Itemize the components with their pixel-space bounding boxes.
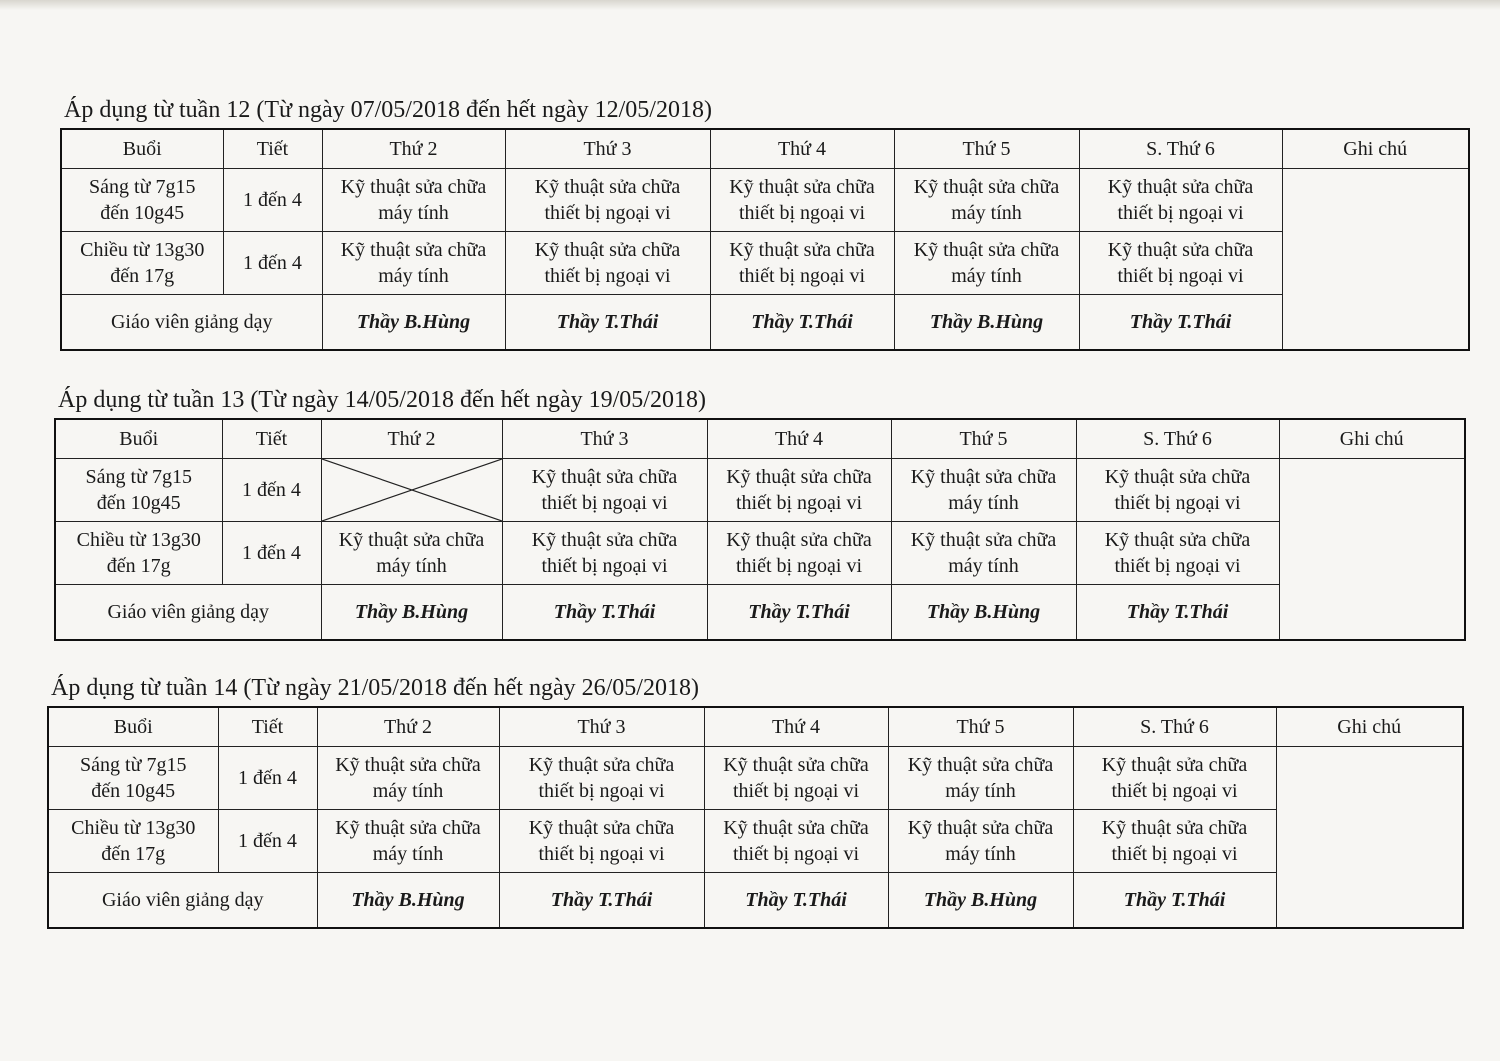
- col-thu-2: Thứ 2: [322, 129, 505, 169]
- col-thu-5: Thứ 5: [891, 419, 1076, 459]
- col-thu-6: S. Thứ 6: [1076, 419, 1279, 459]
- week-heading: Áp dụng từ tuần 12 (Từ ngày 07/05/2018 đến hết ngày 12/05/2018): [64, 97, 712, 123]
- afternoon-row: [48, 810, 1463, 873]
- teacher-name: Thầy T.Thái: [502, 585, 707, 641]
- week-heading: Áp dụng từ tuần 13 (Từ ngày 14/05/2018 đến hết ngày 19/05/2018): [58, 387, 706, 413]
- subject-cell: Kỹ thuật sửa chữa máy tính: [322, 169, 505, 232]
- col-thu-3: Thứ 3: [499, 707, 704, 747]
- schedule-table: [47, 706, 1464, 929]
- col-thu-4: Thứ 4: [707, 419, 891, 459]
- col-tiet: Tiết: [223, 129, 322, 169]
- teacher-name: Thầy T.Thái: [1079, 295, 1282, 351]
- no-class-cell: [321, 459, 502, 522]
- subject-cell: Kỹ thuật sửa chữa máy tính: [322, 232, 505, 295]
- subject-cell: Kỹ thuật sửa chữa thiết bị ngoại vi: [1073, 810, 1276, 873]
- col-tiet: Tiết: [218, 707, 317, 747]
- teacher-name: Thầy T.Thái: [505, 295, 710, 351]
- session-afternoon: Chiều từ 13g30 đến 17g: [61, 232, 223, 295]
- col-thu-3: Thứ 3: [502, 419, 707, 459]
- teacher-row: [55, 585, 1465, 641]
- subject-cell: Kỹ thuật sửa chữa thiết bị ngoại vi: [1076, 522, 1279, 585]
- teacher-name: Thầy B.Hùng: [317, 873, 499, 929]
- subject-cell: Kỹ thuật sửa chữa thiết bị ngoại vi: [502, 459, 707, 522]
- schedule-week-12: [60, 96, 1470, 351]
- subject-cell: Kỹ thuật sửa chữa thiết bị ngoại vi: [710, 169, 894, 232]
- cross-out-mark: [322, 459, 502, 521]
- subject-cell: Kỹ thuật sửa chữa máy tính: [894, 232, 1079, 295]
- session-morning: Sáng từ 7g15 đến 10g45: [55, 459, 222, 522]
- teacher-name: Thầy T.Thái: [710, 295, 894, 351]
- col-ghi-chu: Ghi chú: [1276, 707, 1463, 747]
- teacher-name: Thầy T.Thái: [707, 585, 891, 641]
- subject-cell: Kỹ thuật sửa chữa thiết bị ngoại vi: [505, 169, 710, 232]
- afternoon-row: [61, 232, 1469, 295]
- teacher-label: Giáo viên giảng dạy: [48, 873, 317, 929]
- col-tiet: Tiết: [222, 419, 321, 459]
- teacher-row: [48, 873, 1463, 929]
- subject-cell: Kỹ thuật sửa chữa máy tính: [317, 810, 499, 873]
- periods: 1 đến 4: [223, 169, 322, 232]
- col-thu-4: Thứ 4: [704, 707, 888, 747]
- schedule-table: [54, 418, 1466, 641]
- morning-row: [61, 169, 1469, 232]
- week-heading: Áp dụng từ tuần 14 (Từ ngày 21/05/2018 đến hết ngày 26/05/2018): [51, 675, 699, 701]
- subject-cell: Kỹ thuật sửa chữa máy tính: [321, 522, 502, 585]
- schedule-week-13: [54, 386, 1466, 641]
- session-afternoon: Chiều từ 13g30 đến 17g: [48, 810, 218, 873]
- teacher-name: Thầy B.Hùng: [891, 585, 1076, 641]
- subject-cell: Kỹ thuật sửa chữa máy tính: [891, 522, 1076, 585]
- subject-cell: Kỹ thuật sửa chữa thiết bị ngoại vi: [710, 232, 894, 295]
- col-thu-2: Thứ 2: [317, 707, 499, 747]
- col-buoi: Buổi: [55, 419, 222, 459]
- col-thu-3: Thứ 3: [505, 129, 710, 169]
- col-thu-6: S. Thứ 6: [1073, 707, 1276, 747]
- col-buoi: Buổi: [61, 129, 223, 169]
- subject-cell: Kỹ thuật sửa chữa thiết bị ngoại vi: [707, 522, 891, 585]
- schedule-table: [60, 128, 1470, 351]
- subject-cell: Kỹ thuật sửa chữa máy tính: [891, 459, 1076, 522]
- teacher-name: Thầy T.Thái: [1076, 585, 1279, 641]
- periods: 1 đến 4: [218, 810, 317, 873]
- afternoon-row: [55, 522, 1465, 585]
- teacher-name: Thầy T.Thái: [499, 873, 704, 929]
- col-buoi: Buổi: [48, 707, 218, 747]
- notes-cell: [1282, 169, 1469, 351]
- subject-cell: Kỹ thuật sửa chữa máy tính: [888, 810, 1073, 873]
- subject-cell: Kỹ thuật sửa chữa thiết bị ngoại vi: [502, 522, 707, 585]
- subject-cell: Kỹ thuật sửa chữa thiết bị ngoại vi: [1079, 169, 1282, 232]
- teacher-label: Giáo viên giảng dạy: [55, 585, 321, 641]
- periods: 1 đến 4: [223, 232, 322, 295]
- col-thu-2: Thứ 2: [321, 419, 502, 459]
- col-thu-6: S. Thứ 6: [1079, 129, 1282, 169]
- periods: 1 đến 4: [222, 459, 321, 522]
- teacher-name: Thầy B.Hùng: [888, 873, 1073, 929]
- morning-row: [48, 747, 1463, 810]
- subject-cell: Kỹ thuật sửa chữa thiết bị ngoại vi: [505, 232, 710, 295]
- teacher-name: Thầy B.Hùng: [321, 585, 502, 641]
- subject-cell: Kỹ thuật sửa chữa thiết bị ngoại vi: [499, 810, 704, 873]
- header-row: [61, 129, 1469, 169]
- subject-cell: Kỹ thuật sửa chữa thiết bị ngoại vi: [704, 810, 888, 873]
- subject-cell: Kỹ thuật sửa chữa thiết bị ngoại vi: [1079, 232, 1282, 295]
- schedule-week-14: [47, 674, 1464, 929]
- periods: 1 đến 4: [218, 747, 317, 810]
- teacher-name: Thầy T.Thái: [1073, 873, 1276, 929]
- subject-cell: Kỹ thuật sửa chữa thiết bị ngoại vi: [704, 747, 888, 810]
- session-afternoon: Chiều từ 13g30 đến 17g: [55, 522, 222, 585]
- session-morning: Sáng từ 7g15 đến 10g45: [61, 169, 223, 232]
- col-ghi-chu: Ghi chú: [1279, 419, 1465, 459]
- col-thu-5: Thứ 5: [894, 129, 1079, 169]
- subject-cell: Kỹ thuật sửa chữa thiết bị ngoại vi: [1076, 459, 1279, 522]
- subject-cell: Kỹ thuật sửa chữa thiết bị ngoại vi: [1073, 747, 1276, 810]
- col-thu-4: Thứ 4: [710, 129, 894, 169]
- teacher-name: Thầy T.Thái: [704, 873, 888, 929]
- notes-cell: [1276, 747, 1463, 929]
- header-row: [48, 707, 1463, 747]
- subject-cell: Kỹ thuật sửa chữa máy tính: [894, 169, 1079, 232]
- teacher-row: [61, 295, 1469, 351]
- teacher-name: Thầy B.Hùng: [322, 295, 505, 351]
- subject-cell: Kỹ thuật sửa chữa máy tính: [888, 747, 1073, 810]
- teacher-name: Thầy B.Hùng: [894, 295, 1079, 351]
- col-thu-5: Thứ 5: [888, 707, 1073, 747]
- subject-cell: Kỹ thuật sửa chữa thiết bị ngoại vi: [499, 747, 704, 810]
- col-ghi-chu: Ghi chú: [1282, 129, 1469, 169]
- subject-cell: Kỹ thuật sửa chữa máy tính: [317, 747, 499, 810]
- morning-row: [55, 459, 1465, 522]
- subject-cell: Kỹ thuật sửa chữa thiết bị ngoại vi: [707, 459, 891, 522]
- header-row: [55, 419, 1465, 459]
- periods: 1 đến 4: [222, 522, 321, 585]
- notes-cell: [1279, 459, 1465, 641]
- session-morning: Sáng từ 7g15 đến 10g45: [48, 747, 218, 810]
- scan-edge: [0, 0, 1500, 10]
- teacher-label: Giáo viên giảng dạy: [61, 295, 322, 351]
